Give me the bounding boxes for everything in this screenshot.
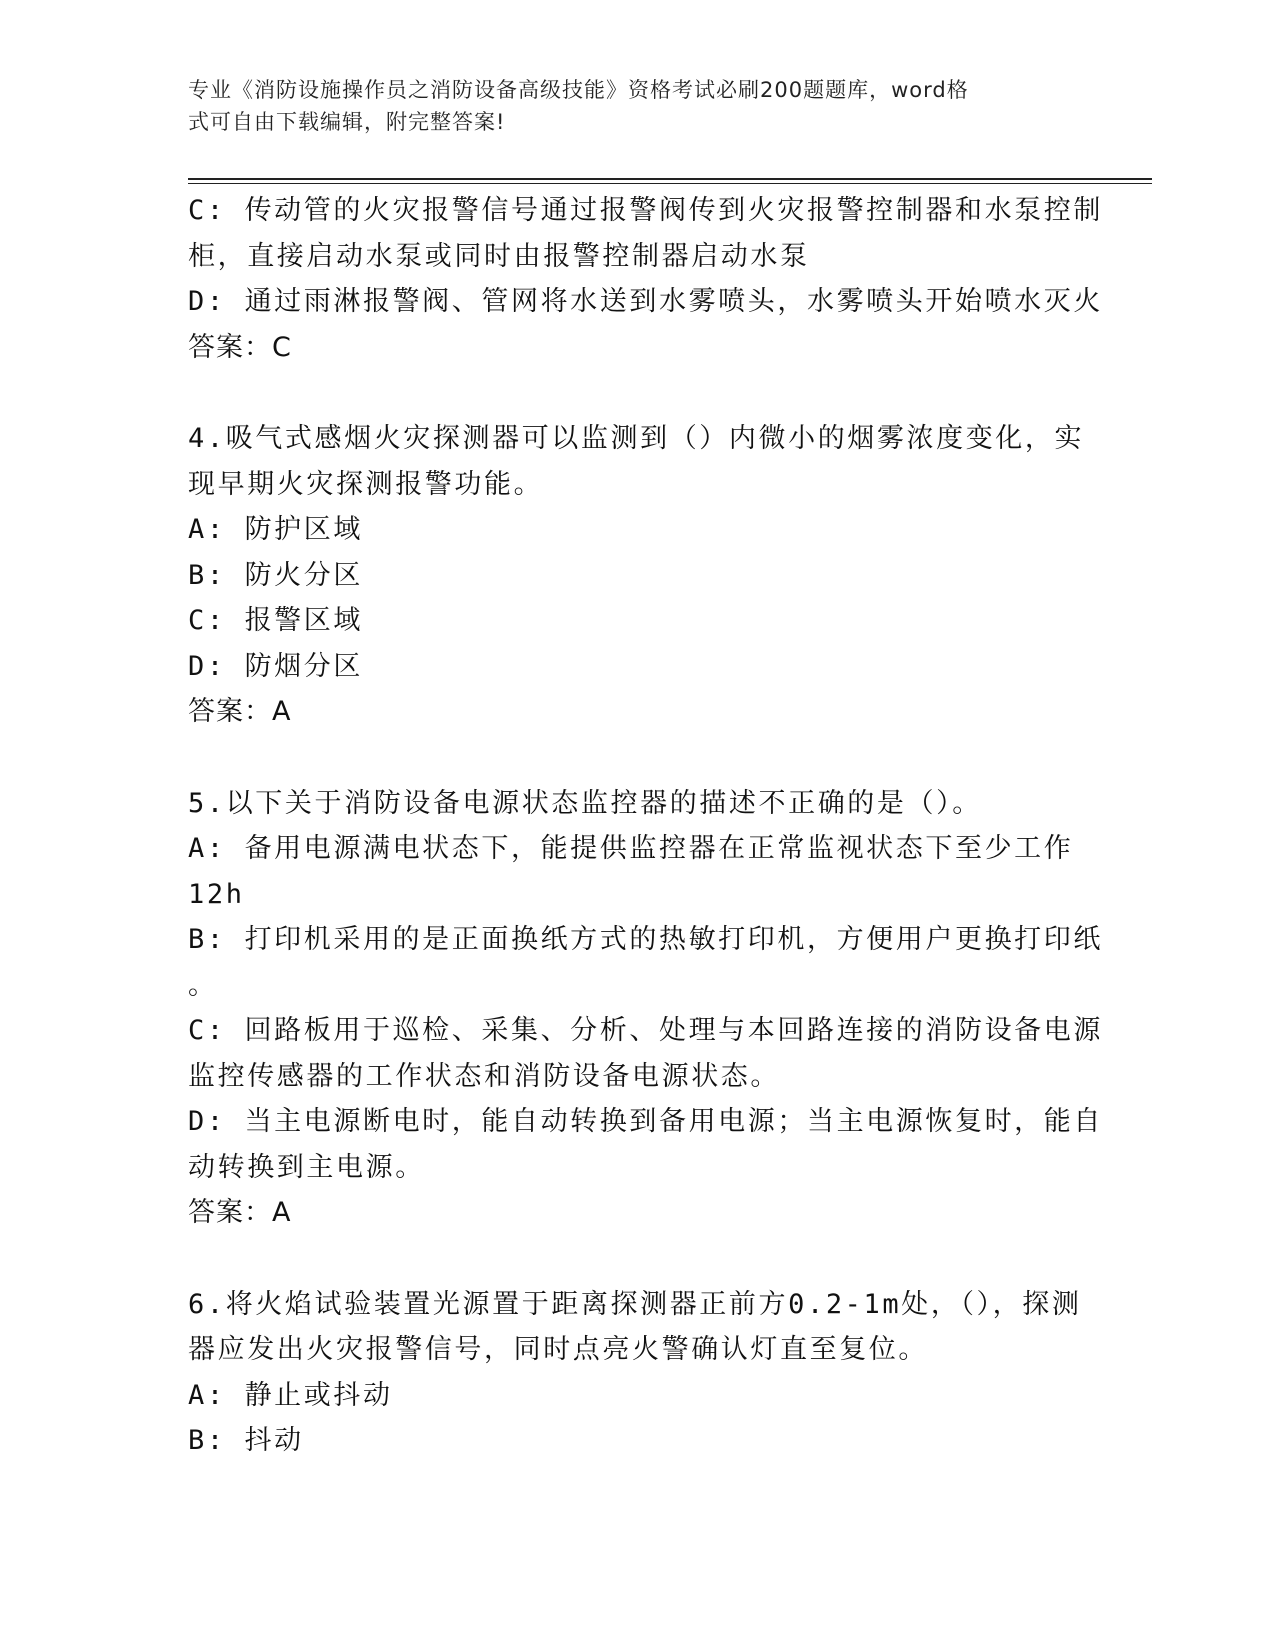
option-a-line-1: A: 备用电源满电状态下，能提供监控器在正常监视状态下至少工作 [188,833,1074,864]
option-d-line-2: 动转换到主电源。 [188,1151,425,1183]
question-stem-line-1: 6.将火焰试验装置光源置于距离探测器正前方0.2-1m处，（），探测 [188,1288,1082,1320]
header-line-2: 式可自由下载编辑，附完整答案! [188,110,506,134]
spacer [188,370,1078,416]
document-body [188,188,1103,1464]
option-d-line-1: D: 当主电源断电时，能自动转换到备用电源；当主电源恢复时，能自 [188,1106,1103,1137]
question-6 [188,1282,1082,1464]
option-a-line-2: 12h [188,878,245,910]
option-d: D: 防烟分区 [188,650,363,682]
header-line-1: 专业《消防设施操作员之消防设备高级技能》资格考试必刷200题题库，word格 [188,78,969,102]
option-a: A: 静止或抖动 [188,1379,393,1411]
option-c-line-2: 柜，直接启动水泵或同时由报警控制器启动水泵 [188,240,810,272]
option-b-line-1: B: 打印机采用的是正面换纸方式的热敏打印机，方便用户更换打印纸 [188,924,1103,955]
question-4 [188,416,1085,735]
question-stem-line-1: 4.吸气式感烟火灾探测器可以监测到（）内微小的烟雾浓度变化，实 [188,423,1085,454]
option-b: B: 防火分区 [188,559,363,591]
option-c-line-1: C: 传动管的火灾报警信号通过报警阀传到火灾报警控制器和水泵控制 [188,195,1103,226]
header-divider-thick [188,178,1152,180]
option-c: C: 报警区域 [188,605,363,636]
option-c-line-2: 监控传感器的工作状态和消防设备电源状态。 [188,1060,780,1092]
option-c-line-1: C: 回路板用于巡检、采集、分析、处理与本回路连接的消防设备电源 [188,1015,1103,1046]
spacer [188,735,1078,781]
question-5 [188,781,1103,1236]
question-stem-line-2: 现早期火灾探测报警功能。 [188,468,544,500]
option-d-line-1: D: 通过雨淋报警阀、管网将水送到水雾喷头，水雾喷头开始喷水灭火 [188,286,1103,317]
question-3-tail [188,188,1103,370]
answer-line: 答案：A [188,1197,292,1228]
question-stem-line-2: 器应发出火灾报警信号，同时点亮火警确认灯直至复位。 [188,1334,928,1365]
header-divider-thin [188,183,1152,184]
document-header [188,74,1068,138]
question-stem-line-1: 5.以下关于消防设备电源状态监控器的描述不正确的是（）。 [188,787,982,819]
option-b: B: 抖动 [188,1425,304,1456]
option-a: A: 防护区域 [188,514,363,545]
answer-line: 答案：C [188,331,292,363]
option-b-line-2: 。 [188,969,218,1001]
spacer [188,1236,1078,1282]
answer-line: 答案：A [188,696,292,727]
